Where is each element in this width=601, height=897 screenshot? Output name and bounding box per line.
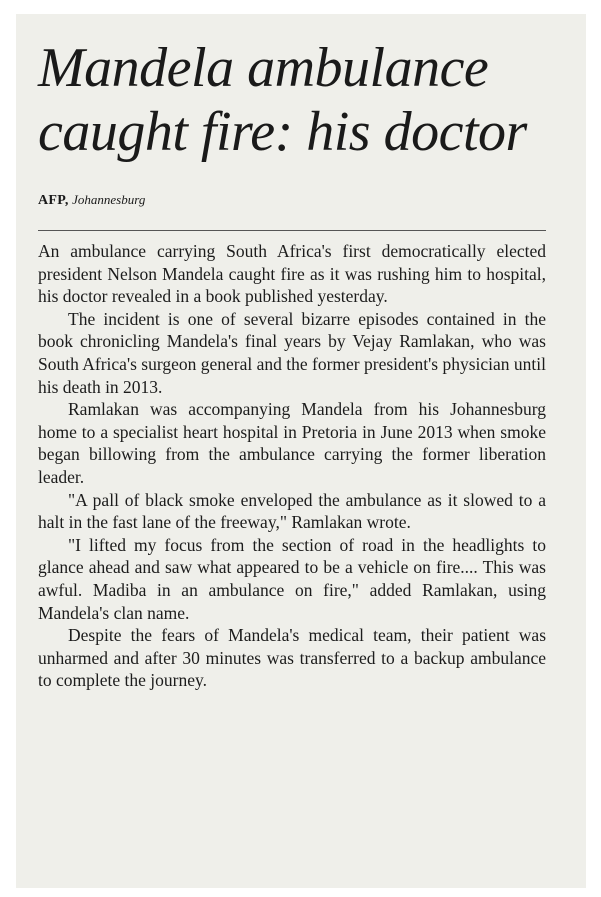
byline-agency: AFP, bbox=[38, 193, 69, 208]
newspaper-clipping bbox=[16, 14, 586, 888]
paragraph-1: An ambulance carrying South Africa's first democratically elected president Nelson Mandela caught fire as it was rushing him to hospital, his doctor revealed in a book published yesterday. bbox=[38, 241, 546, 307]
headline-line-2: caught fire: his doctor bbox=[38, 101, 527, 163]
divider bbox=[38, 230, 546, 231]
article-body bbox=[38, 240, 546, 692]
paragraph-5: "I lifted my focus from the section of road in the headlights to glance ahead and saw what appeared to be a vehicle on fire.... This was awful. Madiba in an ambulance on fire," added Ramlakan, using Mandela's clan name. bbox=[38, 534, 546, 623]
byline-city: Johannesburg bbox=[72, 192, 146, 207]
paragraph-6: Despite the fears of Mandela's medical team, their patient was unharmed and after 30 minutes was transferred to a backup ambulance to complete the journey. bbox=[38, 625, 546, 691]
byline bbox=[38, 191, 145, 210]
paragraph-2: The incident is one of several bizarre episodes contained in the book chronicling Mandela's final years by Vejay Ramlakan, who was South Africa's surgeon general and the former president's physician until his death in 2013. bbox=[38, 308, 547, 397]
paragraph-4: "A pall of black smoke enveloped the ambulance as it slowed to a halt in the fast lane of the freeway," Ramlakan wrote. bbox=[38, 489, 546, 533]
paragraph-3: Ramlakan was accompanying Mandela from his Johannesburg home to a specialist heart hospital in Pretoria in June 2013 when smoke began billowing from the ambulance carrying the former liberation leader. bbox=[38, 399, 546, 487]
headline bbox=[38, 36, 578, 164]
headline-line-1: Mandela ambulance bbox=[38, 37, 489, 99]
